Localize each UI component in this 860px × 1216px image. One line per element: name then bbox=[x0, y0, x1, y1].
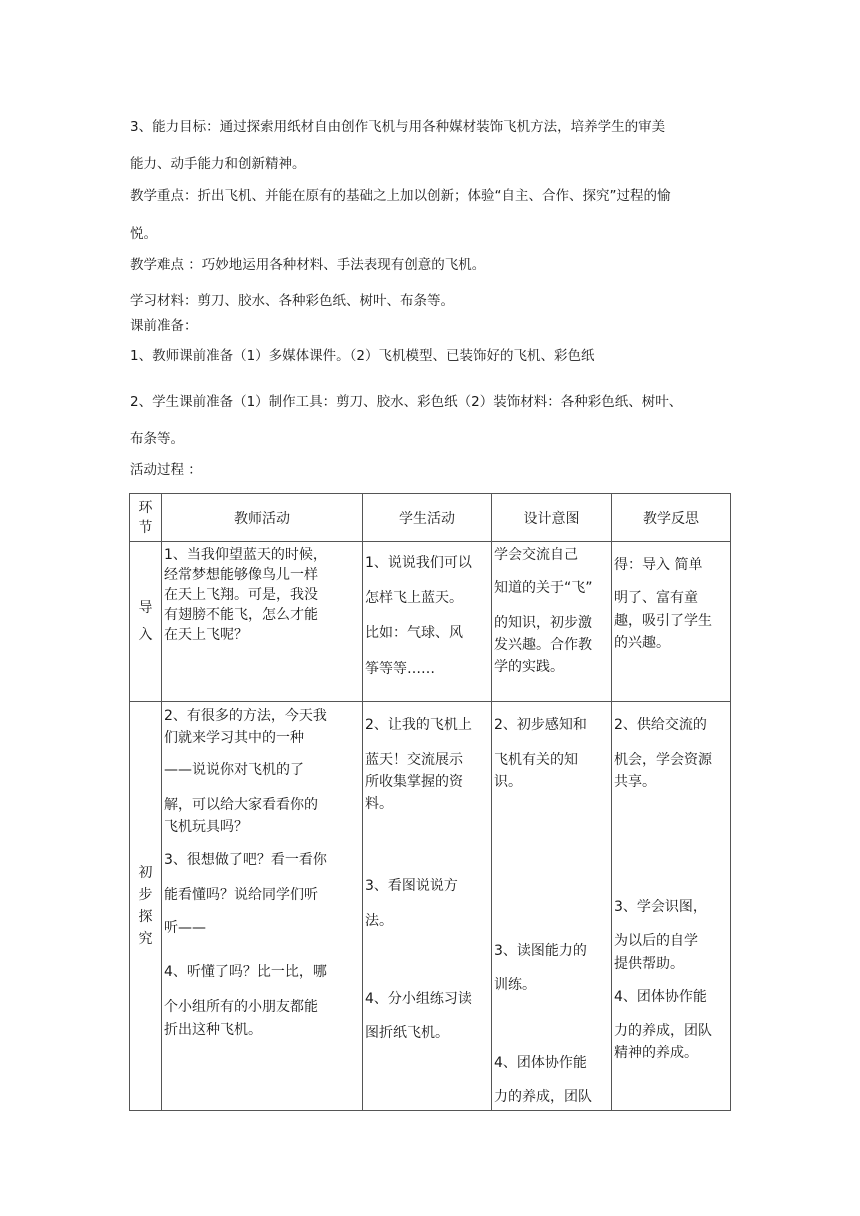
teacher-activity-cell bbox=[162, 542, 363, 702]
stage-char: 探 bbox=[138, 909, 153, 925]
ability-goal-line-2: 能力、动手能力和创新精神。 bbox=[130, 156, 306, 172]
student-preparation-line-1: 2、学生课前准备（1）制作工具：剪刀、胶水、彩色纸（2）装饰材料：各种彩色纸、树叶、 bbox=[130, 394, 683, 410]
stage-char: 入 bbox=[138, 626, 153, 643]
text-line: 1、当我仰望蓝天的时候， bbox=[164, 547, 327, 563]
text-line: 力的养成，团队 bbox=[494, 1089, 592, 1105]
text-line: 怎样飞上蓝天。 bbox=[365, 590, 463, 606]
teacher-preparation: 1、教师课前准备（1）多媒体课件。（2）飞机模型、已装饰好的飞机、彩色纸 bbox=[130, 348, 595, 364]
text-line: 法。 bbox=[365, 913, 393, 929]
text-line: 3、看图说说方 bbox=[365, 878, 458, 894]
text-line: 训练。 bbox=[494, 977, 536, 993]
teaching-reflection-cell bbox=[612, 542, 731, 702]
student-activity-cell bbox=[363, 702, 492, 1111]
text-line: 蓝天！交流展示 bbox=[365, 752, 463, 768]
header-stage-char: 节 bbox=[138, 519, 153, 536]
text-line: 们就来学习其中的一种 bbox=[164, 730, 304, 746]
text-line: 识。 bbox=[494, 774, 522, 790]
text-line: 比如：气球、风 bbox=[365, 625, 463, 641]
stage-cell-explore bbox=[130, 702, 162, 1111]
stage-char: 初 bbox=[138, 865, 153, 881]
teacher-activity-cell bbox=[162, 702, 363, 1111]
text-line: 筝等等…… bbox=[365, 661, 435, 677]
ability-goal-line-1: 3、能力目标：通过探索用纸材自由创作飞机与用各种媒材装饰飞机方法，培养学生的审美 bbox=[130, 119, 666, 135]
text-line: 飞机有关的知 bbox=[494, 752, 578, 768]
text-line: 趣，吸引了学生 bbox=[614, 613, 712, 629]
learning-materials: 学习材料：剪刀、胶水、各种彩色纸、树叶、布条等。 bbox=[130, 293, 454, 309]
text-line: 学会交流自己 bbox=[494, 547, 578, 563]
design-intent-cell bbox=[492, 702, 612, 1111]
text-line: 2、有很多的方法，今天我 bbox=[164, 708, 327, 724]
text-line: 学的实践。 bbox=[494, 659, 564, 675]
text-line: 精神的养成。 bbox=[614, 1045, 698, 1061]
key-points-line-1: 教学重点：折出飞机、并能在原有的基础之上加以创新；体验“自主、合作、探究”过程的愉 bbox=[130, 188, 671, 204]
text-line: 提供帮助。 bbox=[614, 956, 684, 972]
header-student-activity: 学生活动 bbox=[363, 494, 492, 542]
text-line: 4、分小组练习读 bbox=[365, 991, 472, 1007]
text-line: 经常梦想能够像鸟儿一样 bbox=[164, 567, 318, 583]
table-row bbox=[130, 702, 731, 1111]
header-stage bbox=[130, 494, 162, 542]
preparation-heading: 课前准备： bbox=[130, 318, 198, 334]
text-line: 在天上飞呢？ bbox=[164, 627, 248, 643]
text-line: 2、让我的飞机上 bbox=[365, 717, 472, 733]
difficult-points: 教学难点 ：巧妙地运用各种材料、手法表现有创意的飞机。 bbox=[130, 257, 486, 273]
student-preparation-line-2: 布条等。 bbox=[130, 431, 184, 447]
text-line: 2、初步感知和 bbox=[494, 717, 587, 733]
text-line: 共享。 bbox=[614, 774, 656, 790]
header-stage-char: 环 bbox=[138, 499, 153, 516]
text-line: 3、很想做了吧？看一看你 bbox=[164, 852, 327, 868]
text-line: 机会，学会资源 bbox=[614, 752, 712, 768]
table-row bbox=[130, 542, 731, 702]
header-teacher-activity: 教师活动 bbox=[162, 494, 363, 542]
student-activity-cell bbox=[363, 542, 492, 702]
activity-table bbox=[129, 493, 731, 1111]
text-line: 1、说说我们可以 bbox=[365, 555, 472, 571]
text-line: 知道的关于“飞” bbox=[494, 580, 593, 596]
text-line: 飞机玩具吗？ bbox=[164, 819, 248, 835]
header-teaching-reflection: 教学反思 bbox=[612, 494, 731, 542]
text-line: ——说说你对飞机的了 bbox=[164, 762, 304, 778]
text-line: 4、听懂了吗？比一比，哪 bbox=[164, 964, 327, 980]
text-line: 4、团体协作能 bbox=[614, 989, 707, 1005]
text-line: 2、供给交流的 bbox=[614, 717, 707, 733]
teaching-reflection-cell bbox=[612, 702, 731, 1111]
text-line: 料。 bbox=[365, 796, 393, 812]
text-line: 在天上飞翔。可是，我没 bbox=[164, 587, 318, 603]
text-line: 4、团体协作能 bbox=[494, 1055, 587, 1071]
text-line: 为以后的自学 bbox=[614, 933, 698, 949]
text-line: 能看懂吗？说给同学们听 bbox=[164, 887, 318, 903]
text-line: 得：导入 简单 bbox=[614, 557, 703, 573]
stage-char: 导 bbox=[138, 599, 153, 616]
text-line: 折出这种飞机。 bbox=[164, 1022, 262, 1038]
text-line: 力的养成，团队 bbox=[614, 1023, 712, 1039]
text-line: 的兴趣。 bbox=[614, 635, 670, 651]
stage-cell-intro bbox=[130, 542, 162, 702]
table-header-row bbox=[130, 494, 731, 542]
stage-char: 究 bbox=[138, 931, 153, 947]
design-intent-cell bbox=[492, 542, 612, 702]
text-line: 发兴趣。合作教 bbox=[494, 637, 592, 653]
text-line: 3、读图能力的 bbox=[494, 943, 587, 959]
key-points-line-2: 悦。 bbox=[130, 226, 157, 242]
text-line: 听—— bbox=[164, 920, 206, 936]
header-design-intent: 设计意图 bbox=[492, 494, 612, 542]
text-line: 图折纸飞机。 bbox=[365, 1025, 449, 1041]
stage-char: 步 bbox=[138, 887, 153, 903]
text-line: 明了、富有童 bbox=[614, 590, 698, 606]
text-line: 有翅膀不能飞，怎么才能 bbox=[164, 607, 318, 623]
text-line: 的知识，初步激 bbox=[494, 615, 592, 631]
text-line: 3、学会识图， bbox=[614, 899, 707, 915]
text-line: 所收集掌握的资 bbox=[365, 774, 463, 790]
text-line: 解，可以给大家看看你的 bbox=[164, 797, 318, 813]
activity-process-heading: 活动过程 ： bbox=[130, 462, 202, 478]
text-line: 个小组所有的小朋友都能 bbox=[164, 999, 318, 1015]
